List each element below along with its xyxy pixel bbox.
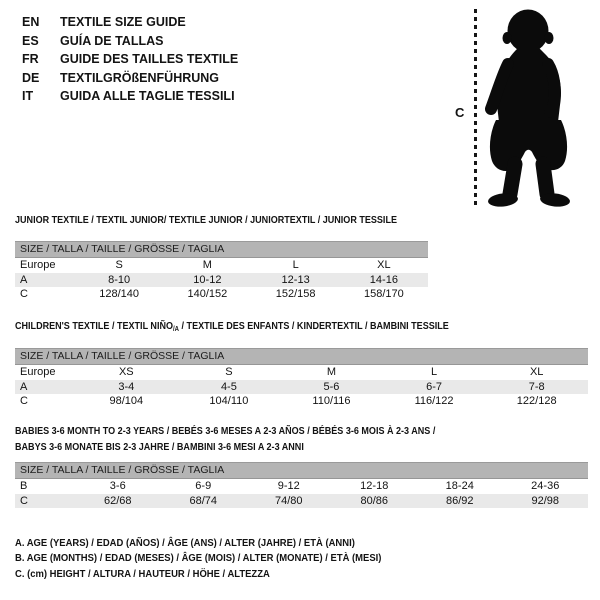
size-cell: 3-4 [118, 380, 135, 393]
lang-title: TEXTILGRÖßENFÜHRUNG [60, 70, 220, 85]
title-subscript: /A [173, 326, 180, 333]
size-header-band: SIZE / TALLA / TAILLE / GRÖSSE / TAGLIA [15, 349, 588, 365]
size-cell: 12-13 [281, 273, 310, 286]
size-header-band: SIZE / TALLA / TAILLE / GRÖSSE / TAGLIA [15, 463, 588, 479]
title-part: CHILDREN'S TEXTILE / TEXTIL NIÑO [15, 320, 174, 332]
size-cell: 128/140 [99, 288, 139, 301]
row-label: C [20, 494, 28, 507]
lang-title: GUIDE DES TAILLES TEXTILE [60, 52, 239, 66]
lang-row-de [22, 69, 238, 88]
size-cell: 110/116 [312, 395, 351, 408]
size-cell: 14-16 [369, 273, 398, 286]
size-cell: S [225, 366, 233, 379]
lang-code: ES [22, 33, 39, 48]
size-cell: L [292, 259, 299, 272]
size-cell: 4-5 [220, 380, 237, 393]
title-part: / TEXTILE DES ENFANTS / KINDERTEXTIL / BAMBINI TESSILE [179, 320, 449, 332]
lang-row-es [22, 32, 238, 51]
children-size-table [15, 348, 588, 409]
table-row-europe [15, 365, 588, 380]
table-row-age [15, 273, 428, 288]
size-cell: 104/110 [209, 395, 249, 408]
height-measure-dashed-line [474, 9, 477, 208]
section-babies-textile [15, 423, 588, 508]
row-label: B [20, 480, 28, 493]
size-cell: 140/152 [187, 288, 228, 301]
size-cell: 158/170 [363, 288, 404, 301]
row-label: Europe [20, 366, 56, 379]
row-label: C [20, 288, 28, 301]
size-cell: 18-24 [445, 480, 474, 493]
row-label: C [20, 395, 28, 408]
size-cell: M [326, 366, 337, 379]
size-cell: 152/158 [275, 288, 316, 301]
table-row-age [15, 380, 588, 395]
lang-row-en [22, 13, 238, 32]
size-cell: 8-10 [108, 273, 131, 286]
size-cell: 12-18 [360, 480, 389, 493]
table-row-height [15, 287, 428, 302]
section-junior-textile [15, 214, 428, 302]
size-cell: L [431, 366, 438, 379]
lang-code: EN [22, 15, 40, 29]
size-cell: 24-36 [531, 480, 560, 493]
size-cell: 62/68 [103, 494, 132, 507]
table-row-europe [15, 258, 428, 273]
babies-size-table [15, 462, 588, 508]
section-childrens-textile [15, 320, 588, 409]
section-title [15, 320, 508, 336]
baby-silhouette-icon [482, 8, 578, 209]
title-line-1: BABIES 3-6 MONTH TO 2-3 YEARS / BEBÉS 3-6 MESES A 2-3 AÑOS / BÉBÉS 3-6 MOIS À 2-3 ANS / [15, 425, 436, 437]
size-cell: 98/104 [109, 395, 144, 408]
size-cell: 116/122 [414, 395, 454, 408]
lang-title: TEXTILE SIZE GUIDE [60, 15, 186, 29]
lang-code: DE [22, 70, 40, 85]
lang-row-it [22, 87, 238, 106]
footnote-a: A. AGE (YEARS) / EDAD (AÑOS) / ÂGE (ANS) / ALTER (JAHRE) / ETÀ (ANNI) [15, 537, 355, 549]
legend-footnotes [15, 536, 422, 582]
footnote-b: B. AGE (MONTHS) / EDAD (MESES) / ÂGE (MOIS) / ALTER (MONATE) / ETÀ (MESI) [15, 552, 382, 565]
size-cell: XL [377, 259, 391, 272]
size-header-band: SIZE / TALLA / TAILLE / GRÖSSE / TAGLIA [15, 242, 428, 258]
row-label: A [20, 273, 28, 286]
size-cell: 6-7 [426, 380, 443, 393]
footnote-c: C. (cm) HEIGHT / ALTURA / HAUTEUR / HÖHE / ALTEZZA [15, 567, 270, 580]
size-cell: XL [529, 366, 544, 379]
size-cell: 9-12 [277, 480, 300, 493]
junior-size-table [15, 241, 428, 302]
language-title-list [22, 13, 238, 106]
table-row-height [15, 494, 588, 509]
table-row-age-months [15, 479, 588, 494]
size-cell: 3-6 [109, 480, 126, 493]
lang-title: GUIDA ALLE TAGLIE TESSILI [60, 89, 235, 103]
size-cell: 10-12 [193, 273, 222, 286]
size-cell: 80/86 [360, 494, 389, 507]
size-cell: 92/98 [531, 494, 560, 507]
section-title [15, 423, 508, 455]
size-cell: 7-8 [528, 380, 545, 393]
height-measure-label: C [455, 105, 465, 120]
title-line-2: BABYS 3-6 MONATE BIS 2-3 JAHRE / BAMBINI 3-6 MESI A 2-3 ANNI [15, 441, 304, 453]
lang-title: GUÍA DE TALLAS [60, 33, 164, 48]
size-cell: M [202, 259, 212, 272]
size-cell: 68/74 [189, 494, 218, 507]
size-cell: 6-9 [195, 480, 212, 493]
section-title: JUNIOR TEXTILE / TEXTIL JUNIOR/ TEXTILE JUNIOR / JUNIORTEXTIL / JUNIOR TESSILE [15, 214, 397, 226]
lang-row-fr [22, 50, 238, 69]
size-cell: 122/128 [516, 395, 557, 408]
size-cell: 86/92 [445, 494, 474, 507]
row-label: Europe [20, 259, 56, 272]
lang-code: IT [22, 89, 34, 103]
row-label: A [20, 380, 28, 393]
lang-code: FR [22, 52, 39, 66]
size-cell: 74/80 [274, 494, 303, 507]
table-row-height [15, 394, 588, 409]
size-cell: S [115, 259, 123, 272]
size-cell: 5-6 [323, 380, 340, 393]
size-cell: XS [118, 366, 134, 379]
